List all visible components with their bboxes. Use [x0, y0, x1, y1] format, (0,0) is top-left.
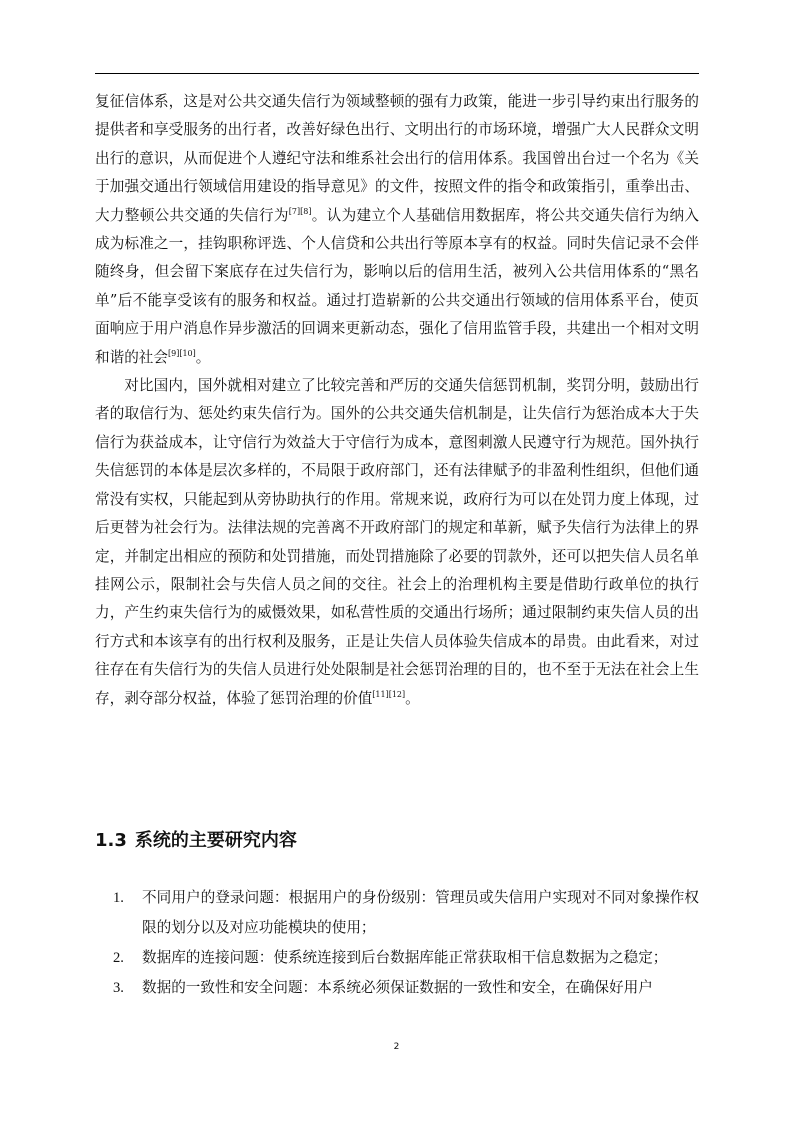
- list-item-text: 数据的一致性和安全问题：本系统必须保证数据的一致性和安全，在确保好用户: [142, 979, 653, 996]
- list-item-number: 1.: [113, 890, 124, 906]
- list-item: [113, 973, 699, 1003]
- paragraph-2-text-b: 。: [405, 689, 420, 707]
- list-item: [113, 883, 699, 943]
- paragraph-1-text-c: 。: [195, 348, 211, 366]
- paragraph-1-text-b: 。认为建立个人基础信用数据库，将公共交通失信行为纳入成为标准之一，挂钩职称评选、个人信贷和公共出行等原本享有的权益。同时失信记录不会伴随终身，但会留下案底存在过失信行为，影响以后的信用生活，被列入公共信用体系的“黑名单”后不能享受该有的服务和权益。通过打造崭新的公共交通出行领域的信用体系平台，使页面响应于用户消息作异步激活的回调来更新动态，强化了信用监管手段，共建出一个相对文明和谐的社会: [95, 206, 699, 366]
- section-heading: [95, 826, 699, 856]
- list-item-text: 数据库的连接问题：使系统连接到后台数据库能正常获取相干信息数据为之稳定；: [142, 949, 668, 966]
- paragraph-1-text-a: 复征信体系，这是对公共交通失信行为领域整顿的强有力政策，能进一步引导约束出行服务的提供者和享受服务的出行者，改善好绿色出行、文明出行的市场环境，增强广大人民群众文明出行的意识，从而促进个人遵纪守法和维系社会出行的信用体系。我国曾出台过一个名为《关于加强交通出行领域信用建设的指导意见》的文件，按照文件的指令和政策指引，重拳出击、大力整顿公共交通的失信行为: [95, 93, 699, 224]
- citation-7-8: [7][8]: [288, 206, 312, 216]
- page-number: 2: [393, 1042, 400, 1052]
- list-item-number: 2.: [113, 950, 124, 966]
- list-item-number: 3.: [113, 980, 124, 996]
- section-number: 1.3: [95, 830, 127, 851]
- body-text: [95, 88, 699, 713]
- citation-11-12: [11][12]: [372, 689, 406, 699]
- header-rule: [95, 73, 699, 74]
- list-item: [113, 943, 699, 973]
- list-item-text: 不同用户的登录问题：根据用户的身份级别：管理员或失信用户实现对不同对象操作权限的划分以及对应功能模块的使用；: [142, 889, 699, 936]
- paragraph-2-text-a: 对比国内，国外就相对建立了比较完善和严厉的交通失信惩罚机制，奖罚分明，鼓励出行者的取信行为、惩处约束失信行为。国外的公共交通失信机制是，让失信行为惩治成本大于失信行为获益成本，让守信行为效益大于守信行为成本，意图刺激人民遵守行为规范。国外执行失信惩罚的本体是层次多样的，不局限于政府部门，还有法律赋予的非盈利性组织，但他们通常没有实权，只能起到从旁协助执行的作用。常规来说，政府行为可以在处罚力度上体现，过后更替为社会行为。法律法规的完善离不开政府部门的规定和革新，赋予失信行为法律上的界定，并制定出相应的预防和处罚措施，而处罚措施除了必要的罚款外，还可以把失信人员名单挂网公示，限制社会与失信人员之间的交往。社会上的治理机构主要是借助行政单位的执行力，产生约束失信行为的威慑效果，如私营性质的交通出行场所；通过限制约束失信人员的出行方式和本该享有的出行权利及服务，正是让失信人员体验失信成本的昂贵。由此看来，对过往存在有失信行为的失信人员进行处处限制是社会惩罚治理的目的，也不至于无法在社会上生存，剥夺部分权益，体验了惩罚治理的价值: [95, 377, 699, 707]
- section-title: 系统的主要研究内容: [134, 830, 297, 851]
- paragraph-1: [95, 88, 699, 372]
- citation-9-10: [9][10]: [167, 348, 196, 358]
- research-content-list: [113, 883, 699, 1003]
- paragraph-2: [95, 372, 699, 713]
